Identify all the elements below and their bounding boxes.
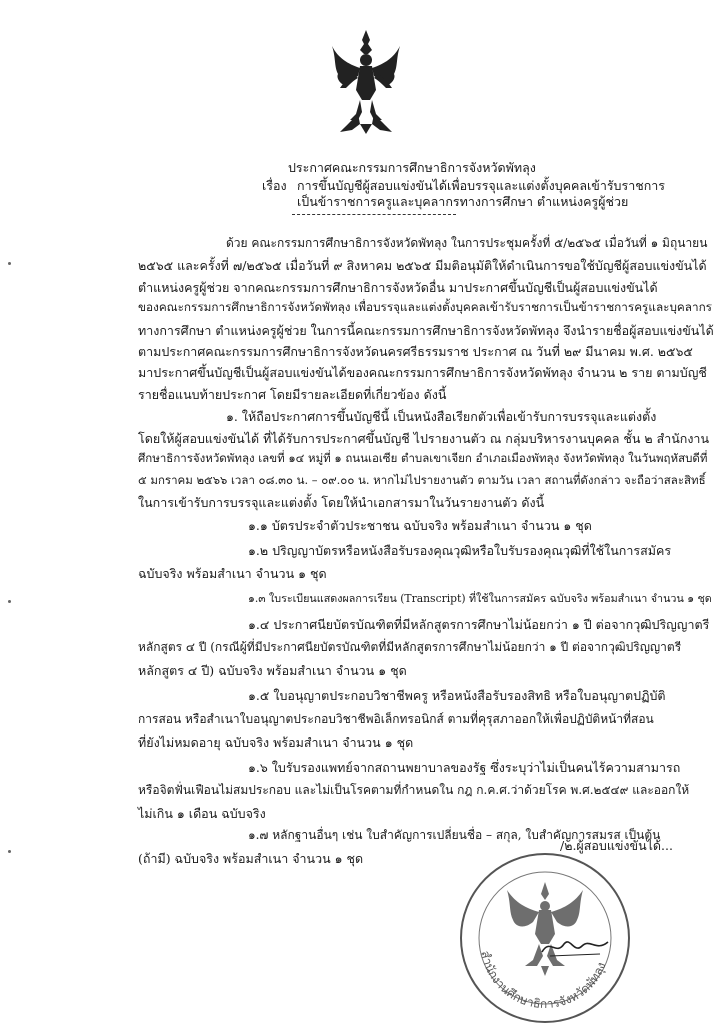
subject-line-1: การขึ้นบัญชีผู้สอบแข่งขันได้เพื่อบรรจุและแต่งตั้งบุคคลเข้ารับราชการ bbox=[297, 178, 666, 193]
announcement-title: ประกาศคณะกรรมการศึกษาธิการจังหวัดพัทลุง bbox=[288, 160, 536, 175]
doc-1-5: ๑.๕ ใบอนุญาตประกอบวิชาชีพครู หรือหนังสือรับรองสิทธิ หรือใบอนุญาตปฏิบัติ bbox=[248, 688, 666, 703]
doc-1-1: ๑.๑ บัตรประจำตัวประชาชน ฉบับจริง พร้อมสำเนา จำนวน ๑ ชุด bbox=[248, 518, 592, 533]
doc-1-6-cont: หรือจิตฟั่นเฟือนไม่สมประกอบ และไม่เป็นโรคตามที่กำหนดใน กฎ ก.ค.ศ.ว่าด้วยโรค พ.ศ.๒๕๔๙ และออกให้ bbox=[138, 783, 690, 797]
header-divider bbox=[292, 214, 456, 215]
intro-line: ตำแหน่งครูผู้ช่วย จากคณะกรรมการศึกษาธิการจังหวัดอื่น มาประกาศขึ้นบัญชีเป็นผู้สอบแข่งขันได้ bbox=[138, 280, 658, 295]
seal-text: สำนักงานศึกษาธิการจังหวัดพัทลุง bbox=[478, 949, 609, 1012]
scan-dot bbox=[8, 262, 11, 265]
item1-line: ศึกษาธิการจังหวัดพัทลุง เลขที่ ๑๔ หมู่ที่ ๑ ถนนเอเซีย ตำบลเขาเจียก อำเภอเมืองพัทลุง จังหวัดพัทลุง ในวันพฤหัสบดีที่ bbox=[138, 451, 708, 465]
doc-1-7-cont: (ถ้ามี) ฉบับจริง พร้อมสำเนา จำนวน ๑ ชุด bbox=[138, 851, 364, 866]
intro-line: รายชื่อแนบท้ายประกาศ โดยมีรายละเอียดที่เกี่ยวข้อง ดังนี้ bbox=[138, 387, 447, 402]
doc-1-4: ๑.๔ ประกาศนียบัตรบัณฑิตที่มีหลักสูตรการศึกษาไม่น้อยกว่า ๑ ปี ต่อจากวุฒิปริญญาตรี bbox=[248, 617, 710, 632]
intro-line: มาประกาศขึ้นบัญชีเป็นผู้สอบแข่งขันได้ของคณะกรรมการศึกษาธิการจังหวัดพัทลุง จำนวน ๒ ราย ตามบัญชี bbox=[138, 365, 707, 380]
intro-line: ด้วย คณะกรรมการศึกษาธิการจังหวัดพัทลุง ในการประชุมครั้งที่ ๕/๒๕๖๕ เมื่อวันที่ ๑ มิถุนายน bbox=[226, 236, 708, 250]
item1-line: โดยให้ผู้สอบแข่งขันได้ ที่ได้รับการประกาศขึ้นบัญชี ไปรายงานตัว ณ กลุ่มบริหารงานบุคคล ชั้น ๒ สำนักงาน bbox=[138, 431, 709, 446]
intro-line: ตามประกาศคณะกรรมการศึกษาธิการจังหวัดนครศรีธรรมราช ประกาศ ณ วันที่ ๒๙ มีนาคม พ.ศ. ๒๕๖๕ bbox=[138, 344, 693, 359]
doc-1-6: ๑.๖ ใบรับรองแพทย์จากสถานพยาบาลของรัฐ ซึ่งระบุว่าไม่เป็นคนไร้ความสามารถ bbox=[248, 760, 681, 775]
scan-dot bbox=[8, 600, 11, 603]
signature-icon bbox=[540, 930, 610, 960]
item1-line: ในการเข้ารับการบรรจุและแต่งตั้ง โดยให้นำเอกสารมาในวันรายงานตัว ดังนี้ bbox=[138, 495, 545, 510]
scan-dot bbox=[8, 850, 11, 853]
intro-line: ๒๕๖๕ และครั้งที่ ๗/๒๕๖๕ เมื่อวันที่ ๙ สิงหาคม ๒๕๖๕ มีมติอนุมัติให้ดำเนินการขอใช้บัญชีผู้สอบแข่งขันได้ bbox=[138, 258, 707, 273]
item1-line: ๕ มกราคม ๒๕๖๖ เวลา ๐๘.๓๐ น. – ๐๙.๐๐ น. หากไม่ไปรายงานตัว ตามวัน เวลา สถานที่ดังกล่าว จะถือว่าสละสิทธิ์ bbox=[138, 473, 706, 487]
subject-label: เรื่อง bbox=[262, 178, 287, 193]
doc-1-4-cont: หลักสูตร ๔ ปี) ฉบับจริง พร้อมสำเนา จำนวน ๑ ชุด bbox=[138, 663, 407, 678]
garuda-emblem-icon bbox=[330, 28, 402, 136]
doc-1-4-cont: หลักสูตร ๔ ปี (กรณีผู้ที่มีประกาศนียบัตรบัณฑิตที่มีหลักสูตรการศึกษาไม่น้อยกว่า ๑ ปี ต่อจากวุฒิปริญญาตรี bbox=[138, 640, 682, 654]
doc-1-3: ๑.๓ ใบระเบียนแสดงผลการเรียน (Transcript) ที่ใช้ในการสมัคร ฉบับจริง พร้อมสำเนา จำนวน ๑ ชุด bbox=[248, 592, 712, 605]
doc-1-7: ๑.๗ หลักฐานอื่นๆ เช่น ใบสำคัญการเปลี่ยนชื่อ – สกุล, ใบสำคัญการสมรส เป็นต้น bbox=[248, 828, 661, 842]
doc-1-2: ๑.๒ ปริญญาบัตรหรือหนังสือรับรองคุณวุฒิหรือใบรับรองคุณวุฒิที่ใช้ในการสมัคร bbox=[248, 543, 672, 558]
doc-1-6-cont: ไม่เกิน ๑ เดือน ฉบับจริง bbox=[138, 806, 266, 821]
item1-line: ๑. ให้ถือประกาศการขึ้นบัญชีนี้ เป็นหนังสือเรียกตัวเพื่อเข้ารับการบรรจุและแต่งตั้ง bbox=[226, 409, 657, 424]
intro-line: ของคณะกรรมการศึกษาธิการจังหวัดพัทลุง เพื่อบรรจุและแต่งตั้งบุคคลเข้ารับราชการเป็นข้าราชการครูและบุคลากร bbox=[138, 300, 712, 314]
doc-1-5-cont: ที่ยังไม่หมดอายุ ฉบับจริง พร้อมสำเนา จำนวน ๑ ชุด bbox=[138, 735, 414, 750]
intro-line: ทางการศึกษา ตำแหน่งครูผู้ช่วย ในการนี้คณะกรรมการศึกษาธิการจังหวัดพัทลุง จึงนำรายชื่อผู้สอบแข่งขันได้ bbox=[138, 323, 714, 338]
doc-1-5-cont: การสอน หรือสำเนาใบอนุญาตประกอบวิชาชีพอิเล็กทรอนิกส์ ตามที่คุรุสภาออกให้เพื่อปฏิบัติหน้าที่สอน bbox=[138, 712, 654, 726]
subject-line-2: เป็นข้าราชการครูและบุคลากรทางการศึกษา ตำแหน่งครูผู้ช่วย bbox=[297, 194, 629, 209]
doc-1-2-cont: ฉบับจริง พร้อมสำเนา จำนวน ๑ ชุด bbox=[138, 566, 327, 581]
continuation-note: /๒.ผู้สอบแข่งขันได้... bbox=[560, 838, 673, 853]
